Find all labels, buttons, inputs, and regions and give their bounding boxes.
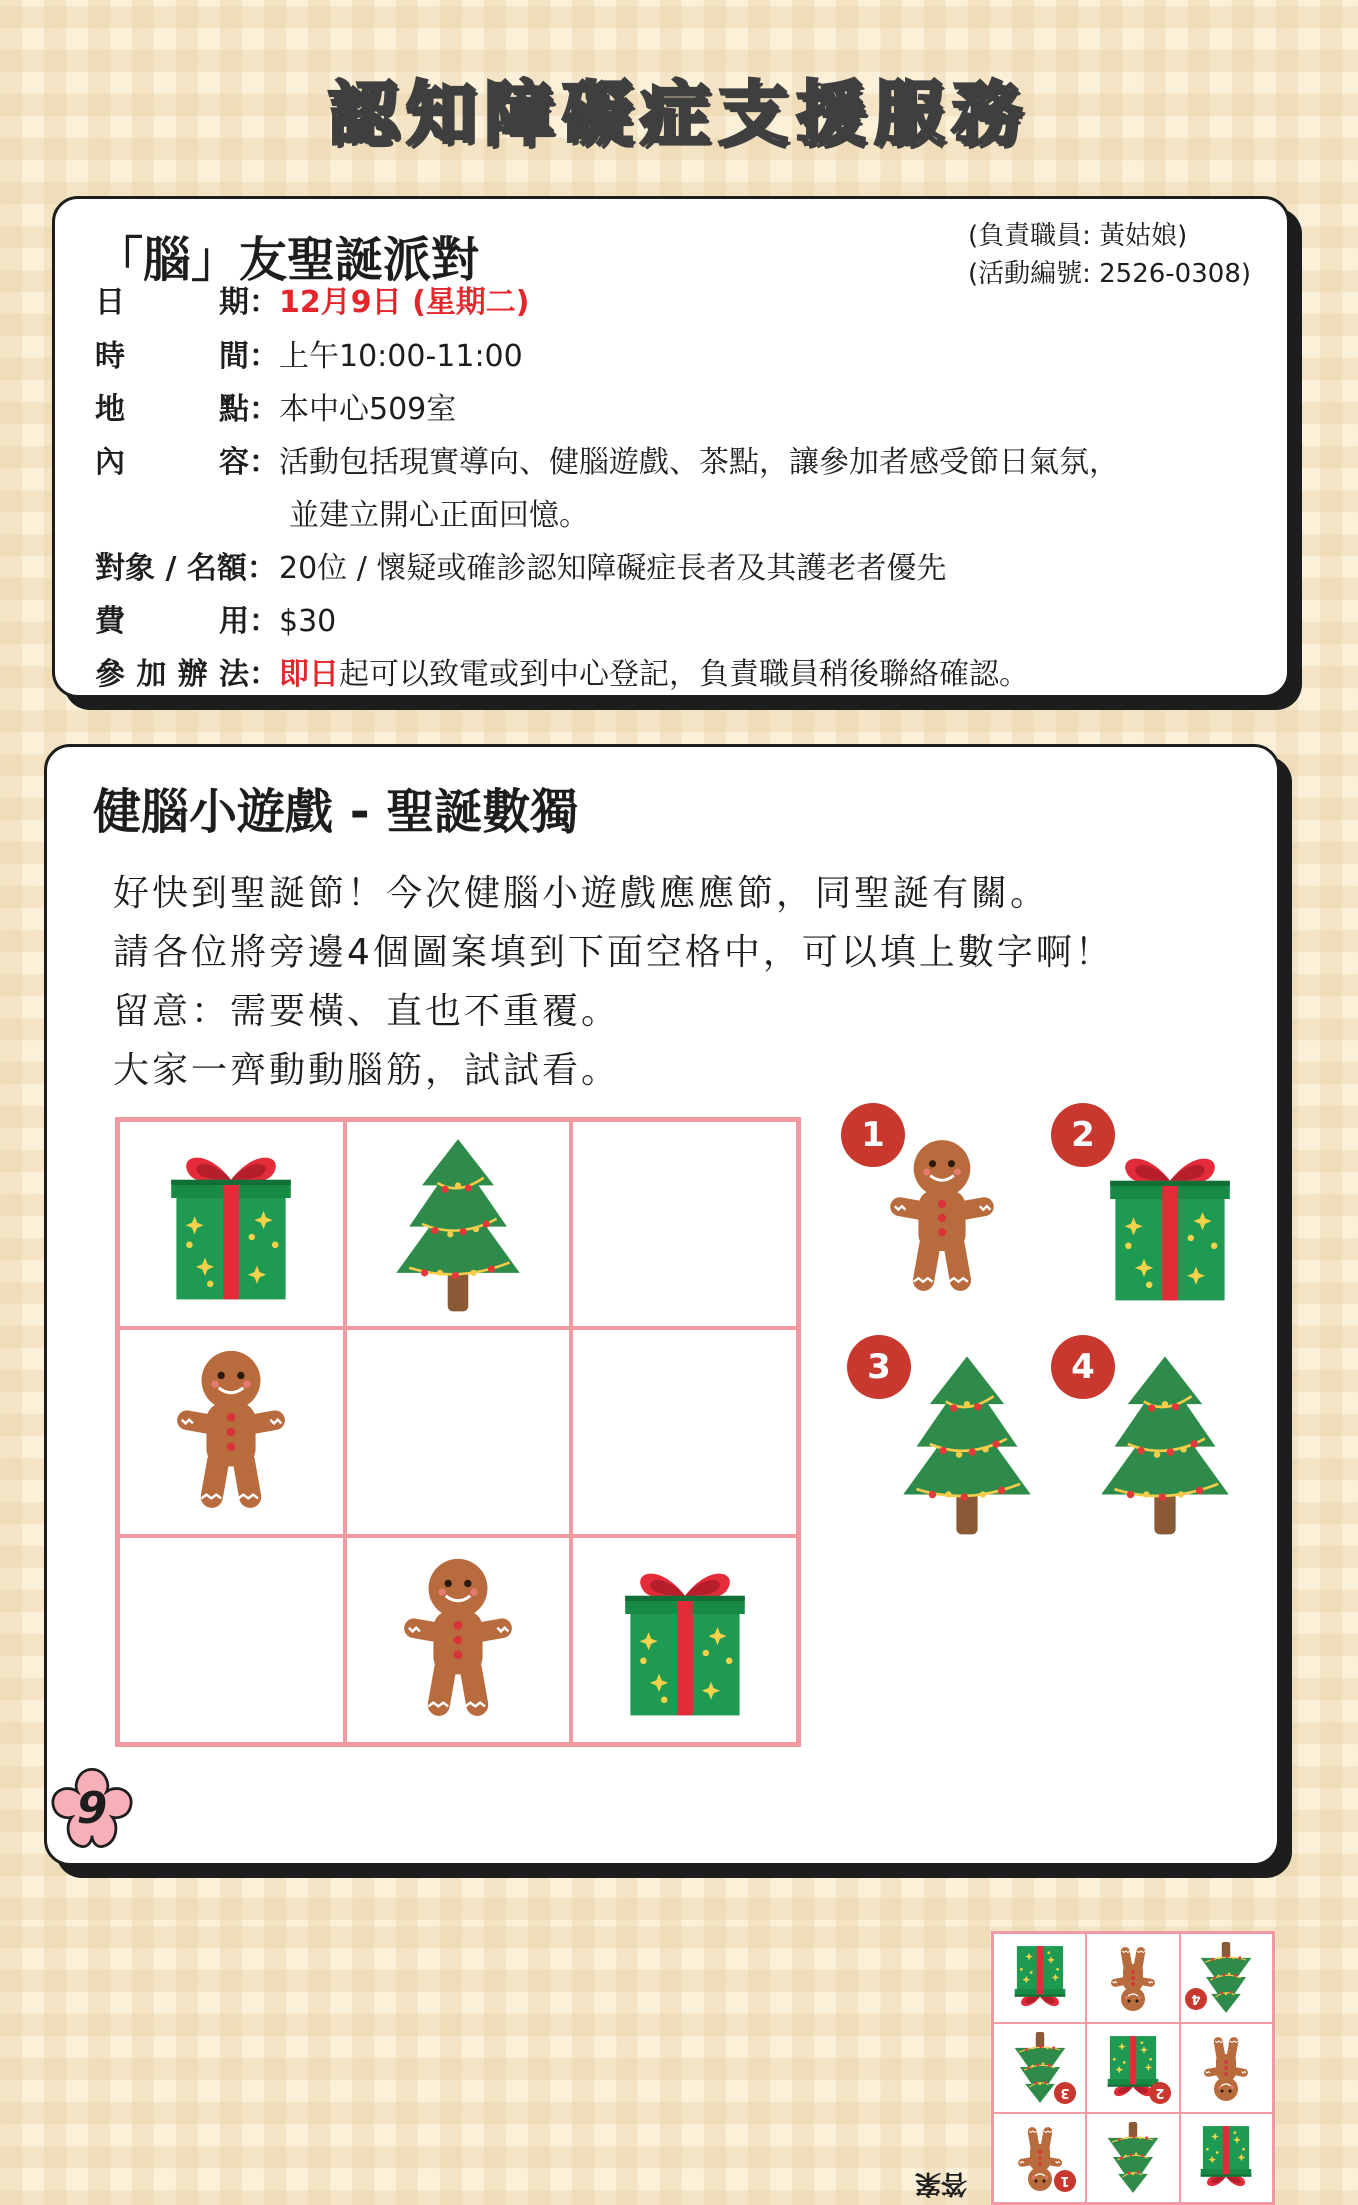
answer-cell — [993, 1933, 1086, 2023]
signup-label: 參 加 辦 法： — [95, 657, 279, 692]
game-card — [44, 744, 1280, 2198]
signup-highlight: 即日 — [279, 657, 339, 692]
answer-number: 4 — [1185, 1988, 1207, 2010]
content-label: 內 容： — [95, 445, 279, 480]
target-label: 對象 / 名額： — [95, 551, 277, 586]
content-row — [95, 441, 1119, 485]
answer-cell — [1086, 2113, 1179, 2203]
page-title: 認知障礙症支援服務 — [328, 73, 1030, 155]
answer-cell — [1180, 2023, 1273, 2113]
event-title: 「腦」友聖誕派對 — [95, 232, 480, 288]
page-number: 9 — [76, 1782, 108, 1834]
grid-cell — [118, 1120, 345, 1328]
gingerbread-icon — [396, 1554, 520, 1726]
sudoku-grid — [115, 1117, 801, 1747]
grid-cell-empty[interactable] — [345, 1328, 572, 1536]
answer-label: 答案 — [915, 2168, 968, 2198]
tree-icon — [1199, 1941, 1253, 2015]
time-label: 時 間： — [95, 339, 279, 374]
target-row — [95, 547, 946, 591]
date-row — [95, 281, 530, 325]
signup-value: 起可以致電或到中心登記，負責職員稍後聯絡確認。 — [339, 657, 1029, 692]
grid-cell-empty[interactable] — [571, 1120, 798, 1328]
staff-info — [968, 217, 1251, 293]
gift-icon — [620, 1562, 750, 1718]
content-value: 活動包括現實導向、健腦遊戲、茶點，讓參加者感受節日氣氛， — [279, 445, 1119, 480]
gingerbread-icon — [1201, 2033, 1251, 2103]
answer-cell — [1086, 1933, 1179, 2023]
time-row — [95, 335, 523, 379]
answer-cell — [993, 2113, 1086, 2203]
answer-number: 2 — [1149, 2082, 1171, 2104]
option-badge-4: 4 — [1051, 1335, 1115, 1399]
option-badge-2: 2 — [1051, 1103, 1115, 1167]
intro-line-4: 大家一齊動動腦筋，試試看。 — [113, 1050, 621, 1091]
fee-row — [95, 600, 336, 644]
game-title: 健腦小遊戲 - 聖誕數獨 — [93, 784, 579, 840]
grid-cell — [345, 1120, 572, 1328]
tree-icon — [1097, 1351, 1233, 1537]
place-label: 地 點： — [95, 392, 279, 427]
option-badge-3: 3 — [847, 1335, 911, 1399]
gingerbread-icon — [883, 1135, 1001, 1301]
intro-line-3: 留意：需要橫、直也不重覆。 — [113, 991, 621, 1032]
grid-cell — [118, 1328, 345, 1536]
event-code: (活動編號: 2526-0308) — [967, 259, 1251, 289]
staff-line: (負責職員: 黃姑娘) — [967, 221, 1188, 251]
place-row — [95, 388, 456, 432]
answer-number: 3 — [1054, 2082, 1076, 2104]
content-continuation: 並建立開心正面回憶。 — [289, 498, 589, 533]
gift-icon — [166, 1146, 296, 1302]
answer-cell — [1180, 1933, 1273, 2023]
answer-cell — [1086, 2023, 1179, 2113]
date-label: 日 期： — [95, 285, 279, 320]
event-card — [52, 196, 1290, 698]
gift-icon — [1105, 1147, 1235, 1303]
gift-icon — [1012, 1945, 1068, 2011]
intro-line-1: 好快到聖誕節！今次健腦小遊戲應應節，同聖誕有關。 — [113, 873, 1050, 914]
grid-cell — [345, 1536, 572, 1744]
gingerbread-icon — [1108, 1943, 1158, 2013]
answer-cell — [1180, 2113, 1273, 2203]
intro-line-2: 請各位將旁邊4個圖案填到下面空格中，可以填上數字啊！ — [113, 932, 1114, 973]
fee-label: 費 用： — [95, 604, 279, 639]
time-value: 上午10:00-11:00 — [279, 339, 523, 374]
option-badge-1: 1 — [841, 1103, 905, 1167]
fee-value: $30 — [279, 604, 337, 639]
grid-cell-empty[interactable] — [118, 1536, 345, 1744]
answer-cell — [993, 2023, 1086, 2113]
answer-grid — [991, 1931, 1275, 2205]
gift-icon — [1198, 2125, 1254, 2191]
target-value: 20位 / 懷疑或確診認知障礙症長者及其護老者優先 — [279, 551, 947, 586]
tree-icon — [1106, 2121, 1160, 2195]
grid-cell-empty[interactable] — [571, 1328, 798, 1536]
gingerbread-icon — [169, 1346, 293, 1518]
answer-number: 1 — [1054, 2170, 1076, 2192]
signup-row — [95, 653, 1029, 697]
grid-cell — [571, 1536, 798, 1744]
tree-icon — [899, 1351, 1035, 1537]
date-value: 12月9日 (星期二) — [279, 285, 530, 320]
tree-icon — [392, 1134, 524, 1314]
place-value: 本中心509室 — [279, 392, 457, 427]
